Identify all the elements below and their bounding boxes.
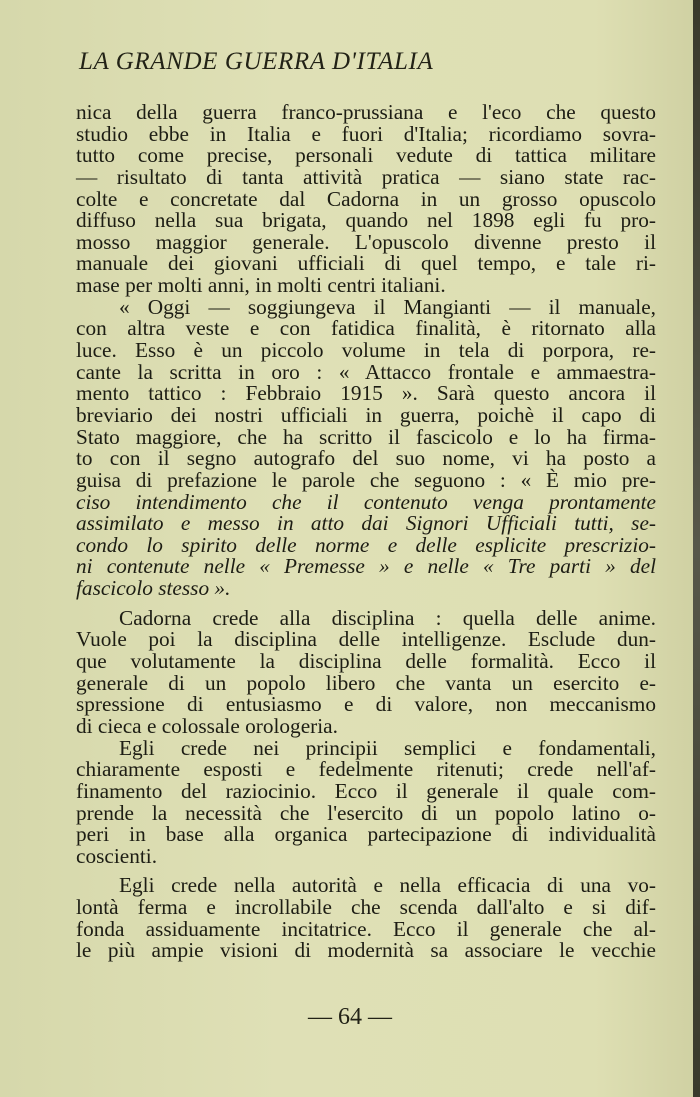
body-text <box>76 102 656 962</box>
text-line: coscienti. <box>76 843 158 868</box>
text-line: studio ebbe in Italia e fuori d'Italia; ricordiamo sovra- <box>76 121 656 146</box>
text-line: mento tattico : Febbraio 1915 ». Sarà questo ancora il <box>76 381 656 406</box>
text-line: Egli crede nella autorità e nella efficacia di una vo- <box>119 873 656 898</box>
text-line: mase per molti anni, in molti centri italiani. <box>76 273 446 298</box>
page-edge <box>693 0 700 1097</box>
text-line: con altra veste e con fatidica finalità, è ritornato alla <box>76 316 656 341</box>
text-line: generale di un popolo libero che vanta un esercito e- <box>76 670 656 695</box>
text-line: manuale dei giovani ufficiali di quel tempo, e tale ri- <box>76 251 656 276</box>
text-line: le più ampie visioni di modernità sa associare le vecchie <box>76 938 656 963</box>
text-line: luce. Esso è un piccolo volume in tela di porpora, re- <box>76 338 656 363</box>
text-line: mosso maggior generale. L'opuscolo divenne presto il <box>76 229 656 254</box>
text-line: chiaramente esposti e fedelmente ritenuti; crede nell'af- <box>76 757 656 782</box>
text-line: finamento del raziocinio. Ecco il generale il quale com- <box>76 778 656 803</box>
text-line: fascicolo stesso ». <box>76 576 231 601</box>
text-line: Stato maggiore, che ha scritto il fascicolo e lo ha firma- <box>76 424 656 449</box>
text-line: fonda assiduamente incitatrice. Ecco il generale che al- <box>76 916 656 941</box>
text-line: Cadorna crede alla disciplina : quella delle anime. <box>119 605 656 630</box>
text-line: breviario dei nostri ufficiali in guerra, poichè il capo di <box>76 402 656 427</box>
page-number: — 64 — <box>308 1004 392 1030</box>
text-line: tutto come precise, personali vedute di tattica militare <box>76 143 656 168</box>
text-line: condo lo spirito delle norme e delle esplicite prescrizio- <box>76 532 656 557</box>
text-line: spressione di entusiasmo e di valore, non meccanismo <box>76 692 656 717</box>
text-line: ciso intendimento che il contenuto venga prontamente <box>76 489 656 514</box>
text-line: guisa di prefazione le parole che seguono : « È mio pre- <box>76 467 656 492</box>
text-line: Egli crede nei principii semplici e fondamentali, <box>119 735 656 760</box>
text-line: nica della guerra franco-prussiana e l'eco che questo <box>76 100 656 124</box>
text-line: diffuso nella sua brigata, quando nel 1898 egli fu pro- <box>76 208 656 233</box>
text-line: lontà ferma e incrollabile che scenda dall'alto e si dif- <box>76 895 656 920</box>
text-line: assimilato e messo in atto dai Signori Ufficiali tutti, se- <box>76 511 656 536</box>
text-line: prende la necessità che l'esercito di un popolo latino o- <box>76 800 656 825</box>
running-header: LA GRANDE GUERRA D'ITALIA <box>79 48 434 75</box>
text-line: — risultato di tanta attività pratica — siano state rac- <box>76 164 656 189</box>
text-line: Vuole poi la disciplina delle intelligenze. Esclude dun- <box>76 627 656 652</box>
text-line: cante la scritta in oro : « Attacco frontale e ammaestra- <box>76 359 656 384</box>
text-line: di cieca e colossale orologeria. <box>76 713 338 738</box>
text-line: ni contenute nelle « Premesse » e nelle « Tre parti » del <box>76 554 656 579</box>
text-line: peri in base alla organica partecipazione di individualità <box>76 822 656 847</box>
text-line: to con il segno autografo del suo nome, vi ha posto a <box>76 446 656 471</box>
text-line: colte e concretate dal Cadorna in un grosso opuscolo <box>76 186 656 211</box>
text-line: « Oggi — soggiungeva il Mangianti — il manuale, <box>119 294 656 319</box>
text-line: que volutamente la disciplina delle formalità. Ecco il <box>76 649 656 674</box>
